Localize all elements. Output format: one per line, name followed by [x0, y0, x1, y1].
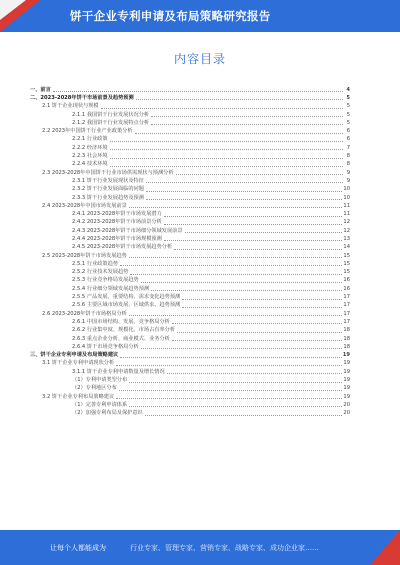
- toc-leader-dots: [182, 304, 342, 308]
- toc-entry-label: 一、前言: [30, 86, 51, 93]
- footer-banner: [0, 530, 400, 565]
- toc-entry[interactable]: [30, 293, 350, 301]
- toc-entry-page: 18: [343, 327, 350, 334]
- toc-entry-page: 11: [343, 211, 350, 218]
- toc-entry-page: 8: [346, 153, 350, 160]
- toc-entry-label: 2.6.4 饼干市场竞争格局分析: [72, 343, 139, 350]
- toc-entry-label: 2.5.3 行业竞争格局发展趋势: [72, 277, 139, 284]
- toc-entry-page: 10: [343, 194, 350, 201]
- toc-entry-page: 5: [346, 103, 350, 110]
- toc-leader-dots: [146, 196, 342, 200]
- toc-entry[interactable]: [30, 277, 350, 285]
- toc-entry-label: 2.5 2023-2028年饼干市场发展趋势: [42, 252, 127, 259]
- toc-leader-dots: [116, 395, 342, 399]
- toc-entry[interactable]: [30, 401, 350, 409]
- toc-leader-dots: [101, 105, 343, 109]
- toc-entry[interactable]: [30, 360, 350, 368]
- toc-entry-label: 2.6 2023-2028年饼干市场格局分析: [42, 310, 127, 317]
- toc-entry-page: 12: [343, 227, 350, 234]
- toc-entry-label: （2）加强专利布局及保护意识: [72, 410, 143, 417]
- toc-entry-label: 2.5.5 产品发展、重要结构、需求变化趋势预测: [72, 294, 181, 301]
- toc-entry-label: （1）完善专利申请体系: [72, 401, 128, 408]
- toc-entry-page: 15: [343, 252, 350, 259]
- toc-entry[interactable]: [30, 260, 350, 268]
- toc-entry-page: 9: [346, 177, 350, 184]
- toc-leader-dots: [146, 179, 343, 183]
- toc-entry-page: 17: [343, 302, 350, 309]
- toc-leader-dots: [110, 155, 343, 159]
- toc-entry-page: 9: [346, 169, 350, 176]
- footer-slogan: 让每个人都能成为: [50, 544, 106, 552]
- toc-entry[interactable]: [30, 393, 350, 401]
- toc-entry[interactable]: [30, 169, 350, 177]
- toc-entry[interactable]: [30, 103, 350, 111]
- toc-leader-dots: [129, 254, 343, 258]
- toc-leader-dots: [135, 130, 343, 134]
- toc-leader-dots: [129, 403, 342, 407]
- toc-entry-label: 2.6.3 重点企业分析、商业模式、业务分析: [72, 335, 170, 342]
- toc-leader-dots: [151, 121, 343, 125]
- toc-entry[interactable]: [30, 310, 350, 318]
- toc-leader-dots: [129, 379, 342, 383]
- toc-leader-dots: [141, 279, 343, 283]
- toc-entry-page: 12: [343, 219, 350, 226]
- toc-entry-page: 19: [343, 385, 350, 392]
- toc-entry-page: 15: [343, 260, 350, 267]
- toc-entry[interactable]: [30, 327, 350, 335]
- toc-entry[interactable]: [30, 368, 350, 376]
- toc-entry[interactable]: [30, 202, 350, 210]
- toc-leader-dots: [145, 412, 343, 416]
- toc-entry[interactable]: [30, 302, 350, 310]
- toc-entry-label: 2.4 2023-2028年中国市场发展前景: [42, 202, 127, 209]
- toc-entry[interactable]: [30, 177, 350, 185]
- toc-entry-label: 二、2023-2028年饼干市场前景及趋势预测: [30, 94, 134, 101]
- toc-entry-page: 20: [343, 401, 350, 408]
- toc-leader-dots: [146, 188, 342, 192]
- toc-entry-label: 2.1 饼干企业现状与规模: [42, 103, 99, 110]
- toc-entry[interactable]: [30, 227, 350, 235]
- toc-entry-page: 8: [346, 161, 350, 168]
- toc-entry[interactable]: [30, 136, 350, 144]
- toc-leader-dots: [174, 246, 342, 250]
- toc-leader-dots: [185, 229, 343, 233]
- toc-entry[interactable]: [30, 343, 350, 351]
- toc-leader-dots: [151, 113, 343, 117]
- toc-entry-page: 19: [343, 393, 350, 400]
- toc-entry[interactable]: [30, 235, 350, 243]
- toc-entry-label: 2.4.1 2023-2028年饼干市场发展潜力: [72, 211, 162, 218]
- toc-entry-label: 3.1 饼干企业专利申请现状分析: [42, 360, 115, 367]
- toc-entry-label: 2.6.2 行业集中度、规模化、市场占有率分析: [72, 327, 176, 334]
- toc-leader-dots: [120, 262, 342, 266]
- toc-leader-dots: [164, 213, 343, 217]
- toc-entry-page: 13: [343, 235, 350, 242]
- toc-entry[interactable]: [30, 144, 350, 152]
- toc-leader-dots: [110, 146, 343, 150]
- toc-entry-label: 2.2.3 社会环境: [72, 153, 108, 160]
- toc-leader-dots: [129, 312, 343, 316]
- toc-entry-page: 17: [343, 294, 350, 301]
- toc-entry-page: 14: [343, 244, 350, 251]
- toc-leader-dots: [119, 387, 343, 391]
- toc-entry-page: 15: [343, 269, 350, 276]
- toc-entry-label: 3.2 饼干企业专利布局策略建议: [42, 393, 115, 400]
- toc-entry-page: 6: [346, 136, 350, 143]
- toc-leader-dots: [182, 296, 342, 300]
- toc-entry-label: 2.4.5 2023-2028年饼干市场发展趋势分析: [72, 244, 173, 251]
- toc-leader-dots: [130, 271, 342, 275]
- toc-leader-dots: [136, 96, 343, 100]
- toc-entry[interactable]: [30, 252, 350, 260]
- toc-entry-page: 11: [343, 202, 350, 209]
- toc-leader-dots: [164, 221, 343, 225]
- toc-entry-page: 17: [343, 318, 350, 325]
- toc-entry[interactable]: [30, 194, 350, 202]
- toc-leader-dots: [172, 337, 343, 341]
- toc-entry-label: 2.5.4 行业细分领域发展趋势预测: [72, 285, 150, 292]
- toc-entry-label: 2.4.4 2023-2028年饼干市场规模预测: [72, 235, 162, 242]
- toc-entry-label: （2）专利地区分布: [72, 385, 117, 392]
- toc-entry-label: 3.1.1 饼干企业专利申请数量及增长情况: [72, 368, 165, 375]
- report-title: 饼干企业专利申请及布局策略研究报告: [70, 9, 271, 23]
- toc-entry[interactable]: [30, 210, 350, 218]
- toc-leader-dots: [167, 370, 343, 374]
- toc-heading: 内容目录: [173, 52, 226, 66]
- toc-entry[interactable]: [30, 335, 350, 343]
- toc-entry-label: 2.4.2 2023-2028年饼干市场前景分析: [72, 219, 162, 226]
- toc-entry[interactable]: [30, 111, 350, 119]
- toc-entry-page: 10: [343, 186, 350, 193]
- toc-entry-label: 2.5.1 行业政策趋势: [72, 260, 118, 267]
- toc-leader-dots: [129, 204, 343, 208]
- toc-entry-label: 2.6.1 中国市场结构、发展、竞争格局分析: [72, 318, 170, 325]
- toc-entry-page: 18: [343, 343, 350, 350]
- footer-tagline: 行业专家、管理专家、营销专家、战略专家、成功企业家……: [130, 544, 319, 552]
- toc-entry[interactable]: [30, 269, 350, 277]
- toc-entry-label: 2.5.2 行业技术发展趋势: [72, 269, 129, 276]
- toc-entry-label: 三、饼干企业专利申请及布局策略建议: [30, 352, 119, 359]
- toc-entry-label: 2.2 2023年中国饼干行业产业政策分析: [42, 128, 133, 135]
- toc-entry-page: 19: [343, 360, 350, 367]
- toc-entry-page: 7: [346, 144, 350, 151]
- toc-entry-page: 5: [346, 119, 350, 126]
- header-white-corner: [0, 0, 26, 20]
- toc-entry-page: 19: [343, 368, 350, 375]
- toc-leader-dots: [151, 287, 342, 291]
- toc-entry-label: 2.2.2 经济环境: [72, 144, 108, 151]
- toc-entry[interactable]: [30, 161, 350, 169]
- toc-leader-dots: [141, 345, 343, 349]
- toc-entry[interactable]: [30, 127, 350, 135]
- toc-leader-dots: [172, 320, 343, 324]
- toc-leader-dots: [177, 329, 342, 333]
- toc-entry-label: 2.5.6 主要区域市场发展、区域供求、趋势预测: [72, 302, 181, 309]
- toc-entry-label: 2.4.3 2023-2028年饼干市场细分领域发展前景: [72, 227, 183, 234]
- toc-entry[interactable]: [30, 152, 350, 160]
- toc-entry-label: 2.2.4 技术环境: [72, 161, 108, 168]
- toc-entry[interactable]: [30, 318, 350, 326]
- toc-entry-page: 19: [342, 352, 350, 359]
- toc-leader-dots: [53, 88, 343, 92]
- toc-leader-dots: [110, 163, 343, 167]
- toc-entry-page: 16: [343, 277, 350, 284]
- toc-entry-label: 2.1.1 我国饼干行业发展状况分析: [72, 111, 150, 118]
- toc-entry-page: 19: [343, 377, 350, 384]
- toc-entry-page: 17: [343, 310, 350, 317]
- toc-entry-page: 4: [346, 86, 350, 93]
- toc-entry-label: 2.3.2 饼干行业发展面临的问题: [72, 186, 144, 193]
- toc-entry-page: 6: [346, 128, 350, 135]
- toc-entry-page: 5: [346, 94, 350, 101]
- footer-red-corner: [370, 530, 400, 565]
- toc-entry-page: 16: [343, 285, 350, 292]
- toc-entry[interactable]: [30, 410, 350, 418]
- toc-entry-label: 2.1.2 我国饼干行业发展特点分析: [72, 119, 150, 126]
- table-of-contents: [30, 86, 350, 418]
- toc-entry-page: 5: [346, 111, 350, 118]
- toc-entry[interactable]: [30, 285, 350, 293]
- toc-entry[interactable]: [30, 385, 350, 393]
- toc-entry[interactable]: [30, 352, 350, 360]
- toc-leader-dots: [120, 354, 342, 358]
- toc-entry-label: 2.3.3 饼干行业发展趋势及预测: [72, 194, 144, 201]
- header-banner: [0, 0, 400, 32]
- toc-entry-label: （1）专利申请类型分布: [72, 377, 128, 384]
- toc-entry-page: 20: [343, 410, 350, 417]
- toc-entry-label: 2.3 2023-2028年中国饼干行业市场供需现状与预测分析: [42, 169, 174, 176]
- toc-entry-label: 2.3.1 饼干行业发展现状及特征: [72, 177, 144, 184]
- toc-entry[interactable]: [30, 186, 350, 194]
- toc-leader-dots: [116, 362, 342, 366]
- toc-entry[interactable]: [30, 244, 350, 252]
- toc-entry[interactable]: [30, 376, 350, 384]
- toc-leader-dots: [110, 138, 343, 142]
- toc-entry[interactable]: [30, 94, 350, 102]
- toc-entry[interactable]: [30, 119, 350, 127]
- toc-entry-page: 18: [343, 335, 350, 342]
- toc-entry-label: 2.2.1 行业政策: [72, 136, 108, 143]
- toc-entry[interactable]: [30, 86, 350, 94]
- toc-leader-dots: [164, 237, 343, 241]
- toc-leader-dots: [176, 171, 343, 175]
- toc-entry[interactable]: [30, 219, 350, 227]
